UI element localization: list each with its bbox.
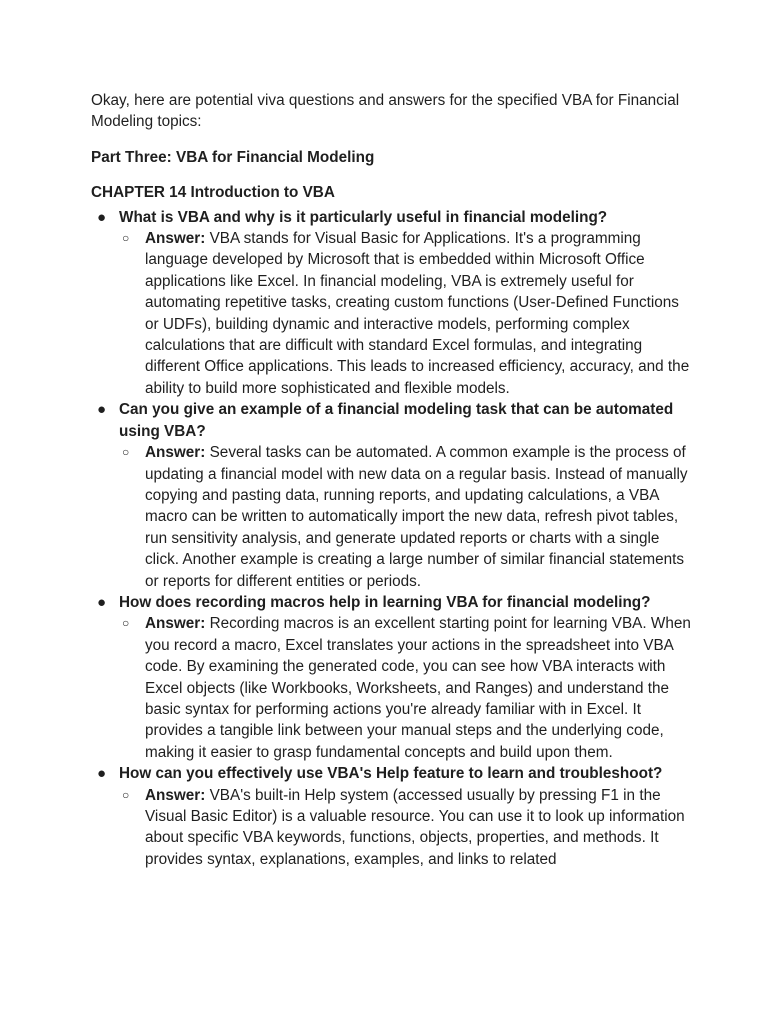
question-item (91, 207, 691, 400)
question-text: What is VBA and why is it particularly useful in financial modeling? (119, 208, 608, 226)
answer-item (119, 442, 691, 592)
question-item (91, 399, 691, 592)
answer-label: Answer: (145, 444, 206, 462)
answer-list (119, 785, 691, 871)
filled-bullet-icon: ● (97, 401, 107, 419)
question-text: How does recording macros help in learning VBA for financial modeling? (119, 593, 651, 611)
filled-bullet-icon: ● (97, 593, 107, 611)
answer-list (119, 228, 691, 399)
answer-label: Answer: (145, 615, 206, 633)
question-list (91, 207, 691, 871)
question-item (91, 763, 691, 870)
part-title: Part Three: VBA for Financial Modeling (91, 148, 375, 166)
chapter-title: CHAPTER 14 Introduction to VBA (91, 184, 335, 202)
answer-item (119, 613, 691, 763)
question-text: Can you give an example of a financial modeling task that can be automated using VBA? (119, 401, 674, 440)
answer-item (119, 785, 691, 871)
answer-item (119, 228, 691, 399)
answer-text: VBA's built-in Help system (accessed usually by pressing F1 in the Visual Basic Editor) is a valuable resource. You can use it to look up information about specific VBA keywords, functions, objects, properties, and methods. It provides syntax, explanations, examples, and links to related (145, 786, 685, 868)
filled-bullet-icon: ● (97, 765, 107, 783)
answer-list (119, 442, 691, 592)
answer-list (119, 613, 691, 763)
question-text: How can you effectively use VBA's Help feature to learn and troubleshoot? (119, 765, 663, 783)
hollow-bullet-icon: ○ (122, 445, 130, 460)
answer-text: Recording macros is an excellent starting point for learning VBA. When you record a macro, Excel translates your actions in the spreadsheet into VBA code. By examining the generated code, you can see how VBA interacts with Excel objects (like Workbooks, Worksheets, and Ranges) and understand the basic syntax for performing actions you're already familiar with in Excel. It provides a tangible link between your manual steps and the underlying code, making it easier to grasp fundamental concepts and build upon them. (145, 615, 691, 761)
filled-bullet-icon: ● (97, 208, 107, 226)
answer-text: VBA stands for Visual Basic for Applications. It's a programming language developed by Microsoft that is embedded within Microsoft Office applications like Excel. In financial modeling, VBA is extremely useful for automating repetitive tasks, creating custom functions (User-Defined Functions or UDFs), building dynamic and interactive models, performing complex calculations that are difficult with standard Excel formulas, and integrating different Office applications. This leads to increased efficiency, accuracy, and the ability to build more sophisticated and flexible models. (145, 230, 690, 397)
answer-label: Answer: (145, 230, 206, 248)
hollow-bullet-icon: ○ (122, 787, 130, 802)
intro-paragraph: Okay, here are potential viva questions and answers for the specified VBA for Financial Modeling topics: (91, 92, 680, 131)
question-item (91, 592, 691, 763)
hollow-bullet-icon: ○ (122, 231, 130, 246)
answer-text: Several tasks can be automated. A common example is the process of updating a financial model with new data on a regular basis. Instead of manually copying and pasting data, running reports, and updating calculations, a VBA macro can be written to automatically import the new data, refresh pivot tables, run sensitivity analysis, and generate updated reports or charts with a single click. Another example is creating a large number of similar financial statements or reports for different entities or periods. (145, 444, 688, 590)
hollow-bullet-icon: ○ (122, 616, 130, 631)
answer-label: Answer: (145, 786, 206, 804)
document-page (91, 90, 691, 870)
